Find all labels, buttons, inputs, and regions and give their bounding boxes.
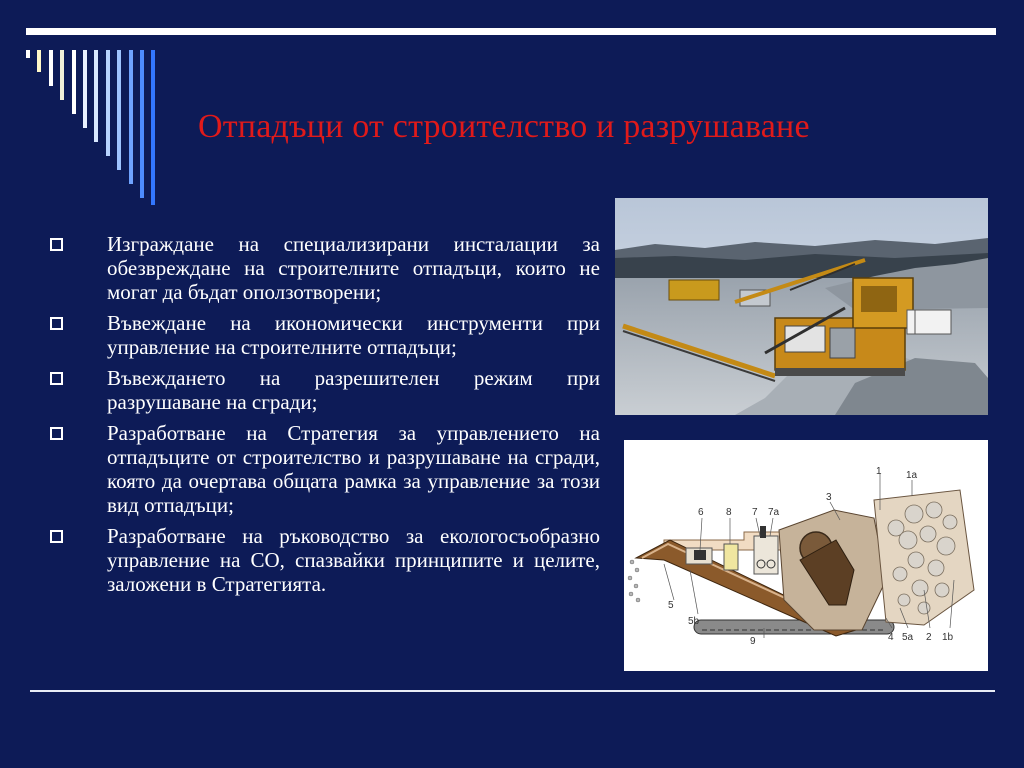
diagram-label: 2 [926, 632, 932, 643]
bullet-text: Изграждане на специализирани инсталации за обезвреждане на строителните отпадъци, които не могат да бъдат оползотворени; [107, 232, 600, 304]
diagram-label: 6 [698, 507, 704, 518]
bullet-item [48, 311, 600, 359]
bullet-item [48, 232, 600, 304]
hollow-square-icon [50, 238, 63, 251]
decorative-stripe [151, 50, 155, 205]
bottom-rule [30, 690, 995, 692]
diagram-label: 7a [768, 507, 780, 518]
decorative-stripe [140, 50, 144, 198]
decorative-stripe [83, 50, 87, 128]
hollow-square-icon [50, 427, 63, 440]
slide-title: Отпадъци от строителство и разрушаване [198, 108, 810, 145]
decorative-stripe [37, 50, 41, 72]
bullet-text: Въвеждане на икономически инструменти при управление на строителните отпадъци; [107, 311, 600, 359]
diagram-label: 5b [688, 616, 700, 627]
crusher-photo [615, 198, 988, 415]
diagram-label: 9 [750, 636, 756, 647]
diagram-label: 1a [906, 470, 918, 481]
diagram-label: 1 [876, 466, 882, 477]
hollow-square-icon [50, 372, 63, 385]
bullet-item [48, 366, 600, 414]
hollow-square-icon [50, 530, 63, 543]
diagram-label: 5 [668, 600, 674, 611]
diagram-label: 3 [826, 492, 832, 503]
decorative-stripe [117, 50, 121, 170]
hollow-square-icon [50, 317, 63, 330]
bullet-item [48, 524, 600, 596]
decorative-stripe [94, 50, 98, 142]
diagram-label: 4 [888, 632, 894, 643]
bullet-text: Въвеждането на разрешителен режим при разрушаване на сгради; [107, 366, 600, 414]
bullet-text: Разработване на ръководство за екологосъобразно управление на СО, спазвайки принципите и целите, заложени в Стратегията. [107, 524, 600, 596]
decorative-stripe [49, 50, 53, 86]
crusher-diagram [624, 440, 988, 671]
diagram-label: 8 [726, 507, 732, 518]
bullet-text: Разработване на Стратегия за управлението на отпадъците от строителство и разрушаване на сгради, която да очертава общата рамка за управление за този вид отпадъци; [107, 421, 600, 517]
diagram-label: 5a [902, 632, 914, 643]
decorative-stripes [26, 50, 176, 210]
bullet-item [48, 421, 600, 517]
diagram-label: 7 [752, 507, 758, 518]
top-rule [26, 28, 996, 35]
decorative-stripe [60, 50, 64, 100]
decorative-stripe [26, 50, 30, 58]
diagram-label: 1b [942, 632, 954, 643]
decorative-stripe [72, 50, 76, 114]
decorative-stripe [106, 50, 110, 156]
decorative-stripe [129, 50, 133, 184]
bullet-list [48, 232, 600, 603]
